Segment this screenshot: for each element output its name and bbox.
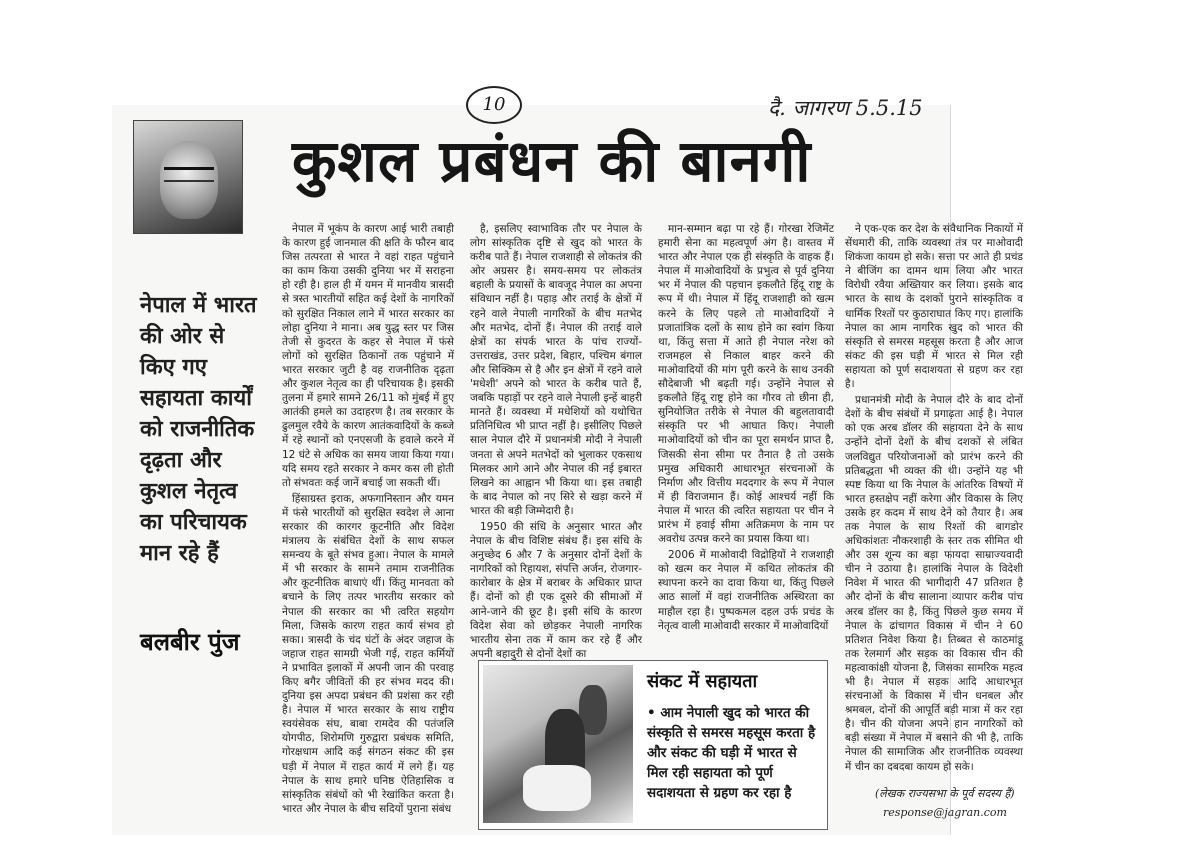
page-number-circle: 10 (466, 86, 522, 124)
article-column-4 (845, 222, 1023, 790)
author-note: (लेखक राज्यसभा के पूर्व सदस्य हैं) (875, 787, 1015, 800)
box-text: • आम नेपाली खुद को भारत की संस्कृति से समरस महसूस करता है और संकट की घड़ी में भारत से मिल रही सहायता को पूर्ण सदाशयता से ग्रहण कर रहा है (647, 705, 816, 801)
pullquote: नेपाल में भारत की ओर से किए गए सहायता कार्यों को राजनीतिक दृढ़ता और कुशल नेतृत्व का परिचायक मान रहे हैं (140, 293, 257, 566)
paragraph: प्रधानमंत्री मोदी के नेपाल दौरे के बाद दोनों देशों के बीच संबंधों में प्रगाढ़ता आई है। नेपाल को एक अरब डॉलर की सहायता देने के साथ उन्होंने दोनों देशों के बीच दशकों से लंबित जलविद्युत परियोजनाओं को प्रारंभ करने की प्रतिबद्धता भी व्यक्त की थी। उन्होंने यह भी स्पष्ट किया था कि नेपाल के आंतरिक विषयों में भारत हस्तक्षेप नहीं करेगा और विकास के लिए उसके हर कदम में साथ देने को तैयार है। अब तक नेपाल के साथ रिश्तों की बागडोर अधिकांशतः नौकरशाही के स्तर तक सीमित थी और उस शून्य का बड़ा फायदा साम्राज्यवादी चीन ने उठाया है। हालांकि नेपाल के विदेशी निवेश में भारत की भागीदारी 47 प्रतिशत है और दोनों के बीच सालाना व्यापार करीब पांच अरब डॉलर का है, किंतु पिछले कुछ समय में नेपाल के ढांचागत विकास में चीन ने 60 प्रतिशत निवेश किया है। तिब्बत से काठमांडू तक रेलमार्ग और सड़क का विकास चीन की महत्वाकांक्षी योजना है, जिसका सामरिक महत्व भी है। नेपाल में सड़क आदि आधारभूत संरचनाओं के विकास में चीन धनबल और श्रमबल, दोनों की आपूर्ति बड़ी मात्रा में कर रहा है। चीन की योजना अपने हान नागरिकों को बड़ी संख्या में नेपाल में बसाने की भी है, ताकि नेपाल की सामाजिक और राजनीतिक व्यवस्था में चीन का दबदबा कायम हो सके। (845, 394, 1023, 773)
relief-photo (483, 665, 633, 823)
author-name: बलबीर पुंज (140, 628, 240, 656)
glasses-shape (164, 167, 214, 182)
paragraph: है, इसलिए स्वाभाविक तौर पर नेपाल के लोग सांस्कृतिक दृष्टि से खुद को भारत के करीब पाते हैं। नेपाल राजशाही से लोकतंत्र की ओर अग्रसर है। समय-समय पर लोकतंत्र बहाली के प्रयासों के बावजूद नेपाल का अपना संविधान नहीं है। पहाड़ और तराई के क्षेत्रों में रहने वाले नेपाली नागरिकों के बीच मतभेद और मतभेद, दोनों हैं। नेपाल की तराई वाले क्षेत्रों का संपर्क भारत के पांच राज्यों-उत्तराखंड, उत्तर प्रदेश, बिहार, पश्चिम बंगाल और सिक्किम से है और इन क्षेत्रों में रहने वाले 'मधेशी' अपने को भारत के करीब पाते हैं, जबकि पहाड़ों पर रहने वाले नेपाली इन्हें बाहरी मानते हैं। व्यवस्था में मधेशियों को यथोचित प्रतिनिधित्व भी प्राप्त नहीं है। इसीलिए पिछले साल नेपाल दौरे में प्रधानमंत्री मोदी ने नेपाली जनता से अपने मतभेदों को भुलाकर एकसाथ मिलकर आगे आने और नेपाल की नई इबारत लिखने का आह्वान भी किया था। इस तबाही के बाद नेपाल को नए सिरे से खड़ा करने में भारत की बड़ी जिम्मेदारी है। (470, 223, 642, 517)
email-address: response@jagran.com (883, 806, 1007, 819)
article-column-2 (470, 222, 642, 660)
paragraph: 2006 में माओवादी विद्रोहियों ने राजशाही को खत्म कर नेपाल में कथित लोकतंत्र की स्थापना करने का दावा किया था, किंतु पिछले आठ सालों में वहां राजनीतिक अस्थिरता का माहौल रहा है। पुष्पकमल दहल उर्फ प्रचंड के नेतृत्व वाली माओवादी सरकार में माओवादियों (658, 549, 834, 632)
article-column-3 (658, 222, 834, 648)
paragraph: नेपाल में भूकंप के कारण आई भारी तबाही के कारण हुई जानमाल की क्षति के फौरन बाद जिस तत्परता से भारत ने वहां राहत पहुंचाने का काम किया उसकी दुनिया भर में सराहना हो रही है। हाल ही में यमन में मानवीय त्रासदी से त्रस्त भारतीयों सहित कई देशों के नागरिकों को सुरक्षित निकाल लाने में भारत सरकार का लोहा दुनिया ने माना। अब युद्ध स्तर पर जिस तेजी से कुदरत के कहर से नेपाल में फंसे लोगों को सुरक्षित ठिकानों तक पहुंचाने में भारत सरकार जुटी है वह राजनीतिक दृढ़ता और कुशल नेतृत्व का ही परिचायक है। इसकी तुलना में हमारे सामने 26/11 को मुंबई में हुए आतंकी हमले का उदाहरण है। तब सरकार के ढुलमुल रवैये के कारण आतंकवादियों के कब्जे में रहे स्थानों को एनएसजी के हवाले करने में 12 घंटे से अधिक का समय जाया किया गया। यदि समय रहते सरकार ने कमर कस ली होती तो संभवतः कई जानें बचाई जा सकती थीं। (282, 223, 454, 489)
highlight-box (478, 660, 828, 830)
paragraph: हिंसाग्रस्त इराक, अफगानिस्तान और यमन में फंसे भारतीयों को सुरक्षित स्वदेश ले आना सरकार की कारगर कूटनीति और विदेश मंत्रालय के संबंधित देशों के साथ सफल समन्वय के बूते संभव हुआ। नेपाल के मामले में भी सरकार के सामने तमाम राजनीतिक और कूटनीतिक बाधाएं थीं। किंतु मानवता को बचाने के लिए तत्पर भारतीय सरकार को नेपाल की सरकार का भी त्वरित सहयोग मिला, जिसके कारण राहत कार्य संभव हो सका। त्रासदी के चंद घंटों के अंदर जहाज के जहाज राहत सामग्री भेजी गई, राहत कर्मियों ने प्रभावित इलाकों में अपनी जान की परवाह किए बगैर जीवितों की हर संभव मदद की। दुनिया इस अपदा प्रबंधन की प्रशंसा कर रही है। नेपाल में भारत सरकार के साथ राष्ट्रीय स्वयंसेवक संघ, बाबा रामदेव की पतंजलि योगपीठ, शिरोमणि गुरुद्वारा प्रबंधक समिति, गोरक्षधाम आदि कई संगठन संकट की इस घड़ी में नेपाल में राहत कार्य में लगे हैं। यह नेपाल के साथ हमारे घनिष्ठ ऐतिहासिक व सांस्कृतिक संबंधों को भी रेखांकित करता है। भारत और नेपाल के बीच सदियों पुराना संबंध (282, 492, 454, 815)
photo-sack (523, 765, 591, 811)
source-date-note: दै. जागरण 5.5.15 (768, 96, 923, 120)
article-headline: कुशल प्रबंधन की बानगी (292, 127, 812, 195)
paragraph: मान-सम्मान बढ़ा पा रहे हैं। गोरखा रेजिमेंट हमारी सेना का महत्वपूर्ण अंग है। वास्तव में भारत और नेपाल एक ही संस्कृति के वाहक हैं। नेपाल में माओवादियों के प्रभुत्व से पूर्व दुनिया भर में नेपाल की पहचान इकलौते हिंदू राष्ट्र के रूप में थी। नेपाल में हिंदू राजशाही को खत्म करने के लिए पहले तो माओवादियों ने प्रजातांत्रिक दलों के साथ होने का स्वांग किया था, किंतु सत्ता में आते ही नेपाल नरेश को राजमहल से निकाल बाहर करने की माओवादियों की मांग पूरी करने के साथ उनकी सौदेबाजी भी बढ़ती गई। उन्होंने नेपाल से इकलौते हिंदू राष्ट्र होने का गौरव तो छीना ही, सुनियोजित तरीके से नेपाल की बहुलतावादी संस्कृति पर भी आघात किए। नेपाली माओवादियों को चीन का पूरा समर्थन प्राप्त है, जिसकी सेना सीमा पर तैनात है तो उसके प्रमुख अधिकारी आधारभूत संरचनाओं के निर्माण और वित्तीय मददगार के रूप में नेपाल में ही विराजमान हैं। कोई आश्चर्य नहीं कि नेपाल में भारत की त्वरित सहायता पर चीन ने प्रारंभ में हवाई सीमा अतिक्रमण के नाम पर अवरोध उत्पन्न करने का प्रयास किया था। (658, 223, 834, 546)
article-column-1 (282, 222, 454, 832)
author-photo (133, 120, 243, 234)
box-title: संकट में सहायता (647, 671, 758, 692)
paragraph: 1950 की संधि के अनुसार भारत और नेपाल के बीच विशिष्ट संबंध हैं। इस संधि के अनुच्छेद 6 और 7 के अनुसार दोनों देशों के नागरिकों को रिहायश, संपत्ति अर्जन, रोजगार-कारोबार के क्षेत्र में बराबर के अधिकार प्राप्त हैं। दोनों को ही एक दूसरे की सीमाओं में आने-जाने की छूट है। इसी संधि के कारण विदेश सेवा को छोड़कर नेपाली नागरिक भारतीय सेना तक में काम कर रहे हैं और अपनी बहादुरी से दोनों देशों का (470, 520, 642, 660)
paragraph: ने एक-एक कर देश के संवैधानिक निकायों में सेंधमारी की, ताकि व्यवस्था तंत्र पर माओवादी शिकंजा कायम हो सके। सत्ता पर आते ही प्रचंड ने बीजिंग का दामन थाम लिया और भारत विरोधी रवैया अख्तियार कर लिया। इसके बाद भारत के साथ के दशकों पुराने सांस्कृतिक व धार्मिक रिश्तों पर कुठाराघात किए गए। हालांकि नेपाल का आम नागरिक खुद को भारत की संस्कृति से समरस महसूस करता है और आज संकट की इस घड़ी में भारत से मिल रही सहायता को पूर्ण सदाशयता से ग्रहण कर रहा है। (845, 223, 1023, 391)
